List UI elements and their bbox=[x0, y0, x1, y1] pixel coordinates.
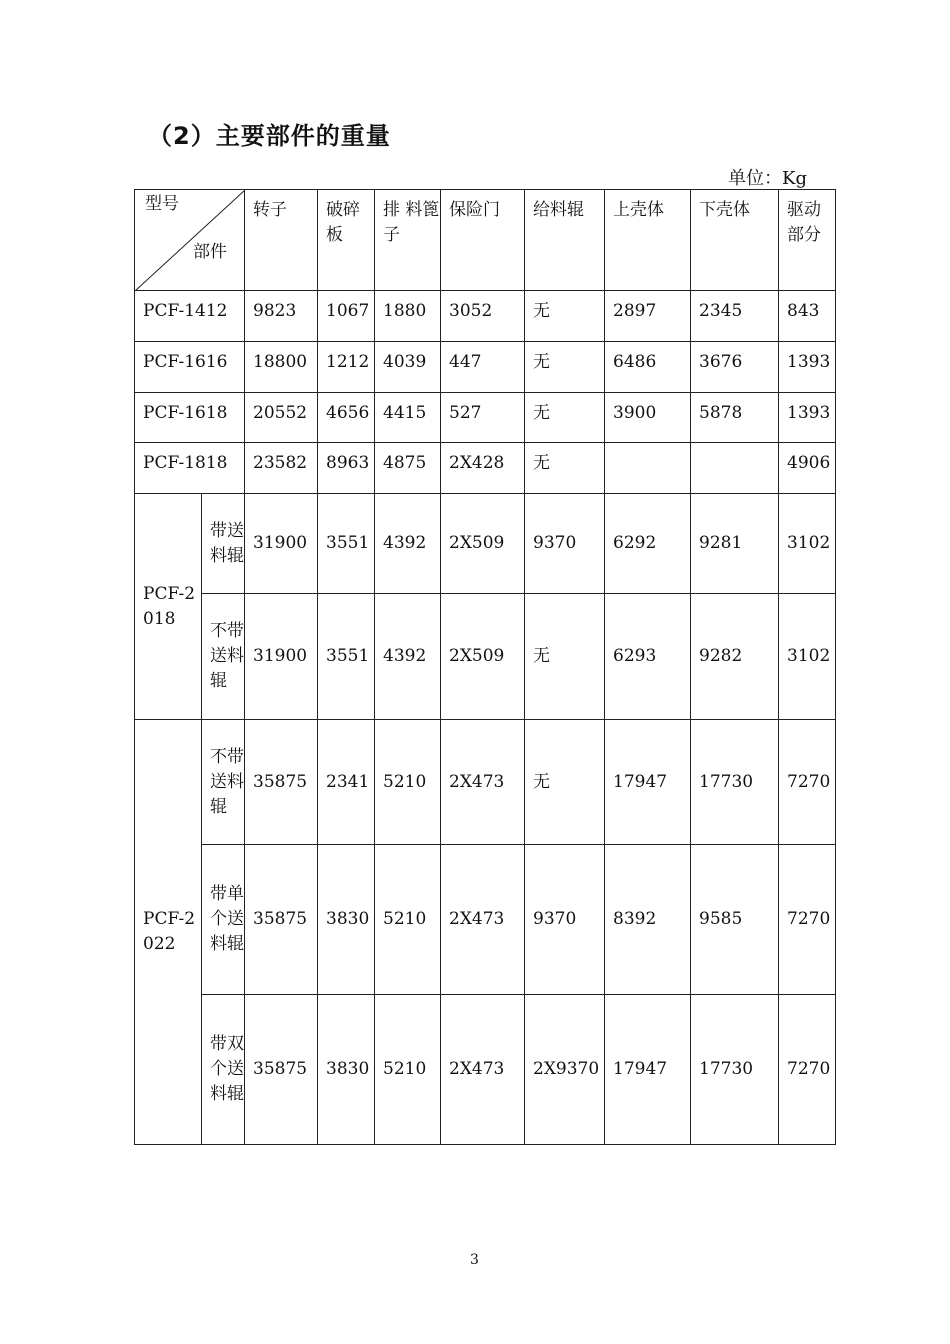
value-cell: 7270 bbox=[779, 995, 836, 1145]
value-cell: 4906 bbox=[779, 443, 836, 494]
header-cell: 破碎板 bbox=[318, 190, 375, 291]
value-cell: 31900 bbox=[245, 494, 318, 594]
table-header-row bbox=[135, 190, 836, 291]
value-cell: 8392 bbox=[605, 845, 691, 995]
value-cell: 17947 bbox=[605, 995, 691, 1145]
table-row bbox=[135, 594, 836, 720]
header-cell: 给料辊 bbox=[525, 190, 605, 291]
value-cell: 1393 bbox=[779, 342, 836, 393]
value-cell: 3830 bbox=[318, 845, 375, 995]
corner-label-model: 型号 bbox=[145, 194, 179, 214]
value-cell: 4392 bbox=[375, 594, 441, 720]
value-cell: 843 bbox=[779, 291, 836, 342]
value-cell: 7270 bbox=[779, 845, 836, 995]
value-cell: 无 bbox=[525, 291, 605, 342]
value-cell: 23582 bbox=[245, 443, 318, 494]
value-cell: 3052 bbox=[441, 291, 525, 342]
value-cell: 17730 bbox=[691, 720, 779, 845]
value-cell: 9370 bbox=[525, 845, 605, 995]
value-cell: 4039 bbox=[375, 342, 441, 393]
variant-cell: 不带送料辊 bbox=[202, 594, 245, 720]
value-cell: 5210 bbox=[375, 845, 441, 995]
variant-cell: 带单个送料辊 bbox=[202, 845, 245, 995]
value-cell bbox=[605, 443, 691, 494]
value-cell: 2345 bbox=[691, 291, 779, 342]
section-heading: （2）主要部件的重量 bbox=[148, 122, 391, 150]
table-row bbox=[135, 845, 836, 995]
value-cell: 6292 bbox=[605, 494, 691, 594]
value-cell: 9370 bbox=[525, 494, 605, 594]
value-cell: 527 bbox=[441, 393, 525, 443]
header-cell: 驱动部分 bbox=[779, 190, 836, 291]
value-cell: 3900 bbox=[605, 393, 691, 443]
value-cell: 4415 bbox=[375, 393, 441, 443]
header-cell: 下壳体 bbox=[691, 190, 779, 291]
variant-cell: 带双个送料辊 bbox=[202, 995, 245, 1145]
model-cell: PCF-1616 bbox=[135, 342, 245, 393]
value-cell: 17730 bbox=[691, 995, 779, 1145]
value-cell: 无 bbox=[525, 393, 605, 443]
value-cell: 3102 bbox=[779, 494, 836, 594]
value-cell: 17947 bbox=[605, 720, 691, 845]
parts-weight-table bbox=[134, 189, 836, 1145]
page-number: 3 bbox=[470, 1252, 479, 1268]
value-cell: 4392 bbox=[375, 494, 441, 594]
value-cell: 2X509 bbox=[441, 494, 525, 594]
value-cell: 2X473 bbox=[441, 995, 525, 1145]
value-cell: 2341 bbox=[318, 720, 375, 845]
value-cell: 9281 bbox=[691, 494, 779, 594]
model-cell: PCF-1412 bbox=[135, 291, 245, 342]
value-cell: 1393 bbox=[779, 393, 836, 443]
unit-label: 单位：Kg bbox=[728, 168, 807, 189]
value-cell: 无 bbox=[525, 594, 605, 720]
table-row bbox=[135, 393, 836, 443]
value-cell: 3551 bbox=[318, 494, 375, 594]
header-cell: 上壳体 bbox=[605, 190, 691, 291]
header-cell: 转子 bbox=[245, 190, 318, 291]
value-cell: 6486 bbox=[605, 342, 691, 393]
table-row bbox=[135, 342, 836, 393]
value-cell: 8963 bbox=[318, 443, 375, 494]
value-cell: 20552 bbox=[245, 393, 318, 443]
value-cell: 35875 bbox=[245, 720, 318, 845]
value-cell: 9823 bbox=[245, 291, 318, 342]
table-row bbox=[135, 291, 836, 342]
variant-cell: 不带送料辊 bbox=[202, 720, 245, 845]
value-cell: 18800 bbox=[245, 342, 318, 393]
table-row bbox=[135, 443, 836, 494]
value-cell: 2X428 bbox=[441, 443, 525, 494]
value-cell: 35875 bbox=[245, 995, 318, 1145]
value-cell: 3551 bbox=[318, 594, 375, 720]
value-cell: 9585 bbox=[691, 845, 779, 995]
value-cell: 3830 bbox=[318, 995, 375, 1145]
table-row bbox=[135, 494, 836, 594]
value-cell: 2X9370 bbox=[525, 995, 605, 1145]
header-cell: 保险门 bbox=[441, 190, 525, 291]
value-cell: 2X509 bbox=[441, 594, 525, 720]
value-cell: 4875 bbox=[375, 443, 441, 494]
value-cell: 无 bbox=[525, 342, 605, 393]
header-corner-cell bbox=[135, 190, 245, 291]
value-cell: 2X473 bbox=[441, 720, 525, 845]
value-cell: 4656 bbox=[318, 393, 375, 443]
model-group-cell: PCF-2022 bbox=[135, 720, 202, 1145]
value-cell: 无 bbox=[525, 443, 605, 494]
model-cell: PCF-1618 bbox=[135, 393, 245, 443]
value-cell: 35875 bbox=[245, 845, 318, 995]
value-cell: 3676 bbox=[691, 342, 779, 393]
value-cell: 7270 bbox=[779, 720, 836, 845]
value-cell: 1212 bbox=[318, 342, 375, 393]
model-group-cell: PCF-2018 bbox=[135, 494, 202, 720]
value-cell: 3102 bbox=[779, 594, 836, 720]
value-cell: 31900 bbox=[245, 594, 318, 720]
value-cell: 1067 bbox=[318, 291, 375, 342]
value-cell: 2897 bbox=[605, 291, 691, 342]
value-cell: 9282 bbox=[691, 594, 779, 720]
value-cell: 5210 bbox=[375, 995, 441, 1145]
value-cell: 6293 bbox=[605, 594, 691, 720]
value-cell: 5878 bbox=[691, 393, 779, 443]
value-cell: 2X473 bbox=[441, 845, 525, 995]
value-cell: 5210 bbox=[375, 720, 441, 845]
corner-label-part: 部件 bbox=[193, 242, 227, 262]
model-cell: PCF-1818 bbox=[135, 443, 245, 494]
value-cell: 无 bbox=[525, 720, 605, 845]
header-cell: 排 料篦 子 bbox=[375, 190, 441, 291]
variant-cell: 带送料辊 bbox=[202, 494, 245, 594]
table-row bbox=[135, 995, 836, 1145]
value-cell: 1880 bbox=[375, 291, 441, 342]
value-cell: 447 bbox=[441, 342, 525, 393]
table-row bbox=[135, 720, 836, 845]
value-cell bbox=[691, 443, 779, 494]
